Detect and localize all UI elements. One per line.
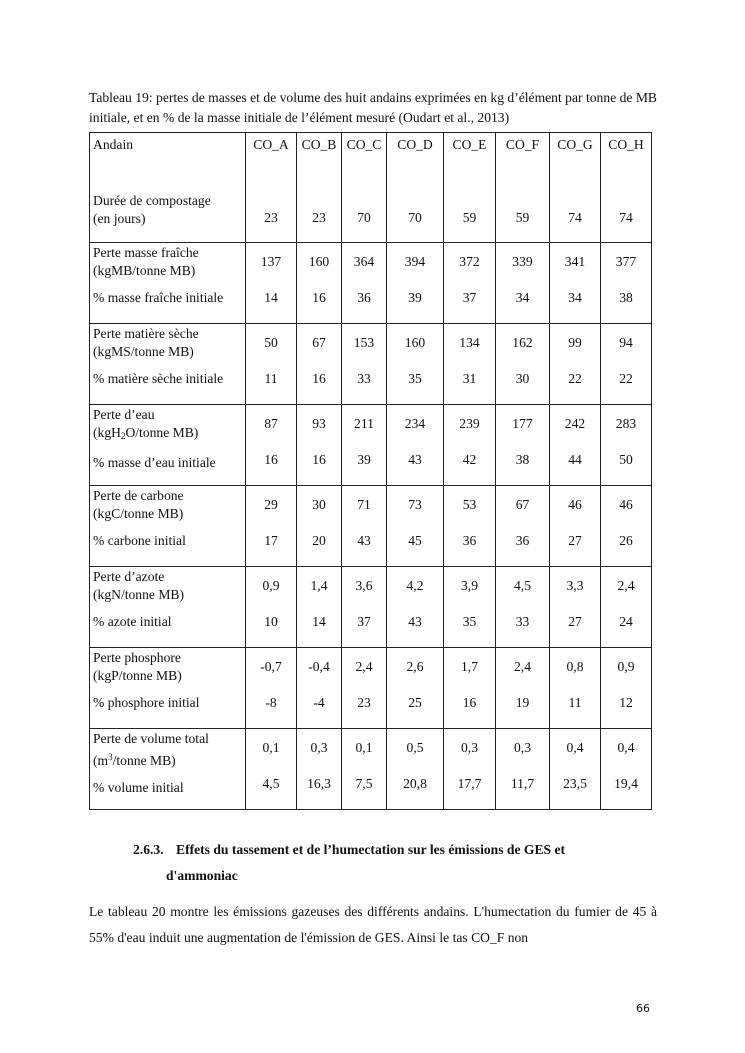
row-pct-label: % azote initial	[93, 614, 172, 629]
pct-value: 7,5	[355, 776, 373, 791]
row-label-2-sub: 2	[120, 431, 126, 441]
value-cell	[550, 729, 601, 810]
pct-value: 34	[515, 290, 530, 305]
value-cell	[444, 648, 496, 729]
value-cell	[246, 729, 297, 810]
loss-value: 67	[312, 335, 326, 350]
value-cell	[444, 486, 496, 567]
row-label-1: Perte phosphore	[93, 650, 181, 665]
loss-value: 0,4	[566, 740, 584, 755]
value-cell	[342, 729, 387, 810]
loss-value: 0,1	[262, 740, 280, 755]
row-label-2-pre: (m	[93, 753, 109, 768]
value-cell	[246, 567, 297, 648]
loss-value: 2,6	[406, 659, 424, 674]
pct-value: 36	[515, 533, 530, 548]
loss-value: 1,4	[310, 578, 328, 593]
loss-value: 0,4	[617, 740, 635, 755]
row-label-cell	[90, 243, 246, 324]
loss-value: 87	[264, 416, 278, 431]
row-label-cell	[90, 486, 246, 567]
pct-value: 4,5	[262, 776, 280, 791]
value-cell	[550, 648, 601, 729]
pct-value: 17,7	[457, 776, 482, 791]
table-row	[90, 405, 652, 486]
value-cell	[297, 486, 342, 567]
row-label-cell	[90, 567, 246, 648]
pct-value: 33	[357, 371, 371, 386]
pct-value: -4	[313, 695, 325, 710]
loss-value: 0,9	[262, 578, 280, 593]
loss-value: 239	[459, 416, 480, 431]
loss-value: 364	[353, 254, 375, 269]
page-number: 66	[636, 1002, 650, 1015]
row-label-cell	[90, 648, 246, 729]
row-label-2: (kgC/tonne MB)	[93, 506, 184, 521]
column-header: CO_D	[397, 137, 433, 152]
table-row	[90, 567, 652, 648]
value-cell	[342, 567, 387, 648]
pct-value: 14	[312, 614, 326, 629]
row-label-2-line	[90, 505, 245, 523]
column-header: CO_H	[608, 137, 644, 152]
value-cell	[342, 648, 387, 729]
value-cell	[601, 243, 652, 324]
value-cell	[601, 486, 652, 567]
mass-loss-table	[89, 132, 652, 810]
loss-value: 94	[619, 335, 633, 350]
row-label-2: (kgN/tonne MB)	[93, 587, 184, 602]
loss-value: 3,3	[566, 578, 584, 593]
pct-value: 33	[515, 614, 530, 629]
section-heading	[133, 837, 633, 889]
loss-value: 0,5	[406, 740, 424, 755]
value-cell	[342, 324, 387, 405]
loss-value: 30	[312, 497, 326, 512]
loss-value: 162	[512, 335, 533, 350]
row-pct-label: % carbone initial	[93, 533, 186, 548]
value-cell	[297, 567, 342, 648]
value-cell	[387, 324, 444, 405]
duration-value: 70	[357, 210, 371, 225]
column-cell	[297, 133, 342, 243]
duration-label-cell	[90, 133, 246, 243]
value-cell	[550, 324, 601, 405]
value-cell	[444, 567, 496, 648]
loss-value: 4,5	[514, 578, 531, 593]
loss-value: 0,3	[461, 740, 478, 755]
loss-value: 377	[615, 254, 637, 269]
value-cell	[387, 567, 444, 648]
loss-value: 2,4	[617, 578, 635, 593]
loss-value: 73	[408, 497, 422, 512]
pct-value: 26	[619, 533, 633, 548]
value-cell	[297, 243, 342, 324]
pct-value: 11	[568, 695, 582, 710]
value-cell	[387, 243, 444, 324]
column-cell	[601, 133, 652, 243]
loss-value: 0,3	[514, 740, 531, 755]
loss-value: -0,7	[260, 659, 282, 674]
table-caption: Tableau 19: pertes de masses et de volume des huit andains exprimées en kg d’élément par tonne de MB initiale, et en % de la masse initiale de l’élément mesuré (Oudart et al., 2013)	[89, 90, 657, 125]
loss-value: 0,8	[566, 659, 584, 674]
column-header: CO_B	[301, 137, 337, 152]
section-number: 2.6.3.	[133, 842, 164, 857]
pct-value: 43	[357, 533, 371, 548]
value-cell	[550, 486, 601, 567]
pct-value: 35	[408, 371, 422, 386]
value-cell	[342, 243, 387, 324]
value-cell	[496, 243, 550, 324]
duration-value: 70	[408, 210, 422, 225]
duration-value: 23	[264, 210, 278, 225]
pct-value: 50	[619, 452, 633, 467]
pct-value: 27	[568, 614, 582, 629]
loss-value: 2,4	[514, 659, 531, 674]
row-label-1: Perte d’azote	[93, 569, 165, 584]
duration-value: 74	[619, 210, 633, 225]
loss-value: 4,2	[406, 578, 424, 593]
pct-value: 16	[312, 290, 326, 305]
table-row	[90, 243, 652, 324]
value-cell	[387, 648, 444, 729]
pct-value: 43	[408, 452, 422, 467]
value-cell	[496, 324, 550, 405]
pct-value: 30	[515, 371, 530, 386]
pct-value: 31	[462, 371, 477, 386]
pct-value: 39	[357, 452, 371, 467]
pct-value: 36	[462, 533, 477, 548]
loss-value: 0,1	[355, 740, 373, 755]
loss-value: -0,4	[308, 659, 330, 674]
row-label-cell	[90, 729, 246, 810]
row-label-2-sup: 3	[108, 752, 113, 762]
pct-value: 39	[408, 290, 422, 305]
row-label-2-line	[90, 424, 245, 445]
row-label-cell	[90, 405, 246, 486]
table-row	[90, 486, 652, 567]
value-cell	[444, 324, 496, 405]
loss-value: 283	[615, 416, 637, 431]
duration-value: 59	[515, 210, 530, 225]
pct-value: 24	[619, 614, 633, 629]
pct-value: 27	[568, 533, 582, 548]
pct-value: 16	[312, 452, 326, 467]
loss-value: 153	[353, 335, 375, 350]
duration-value: 23	[312, 210, 326, 225]
value-cell	[342, 405, 387, 486]
row-label-2-post: O/tonne MB)	[125, 425, 199, 440]
section-title-line1: Effets du tassement et de l’humectation sur les émissions de GES et	[176, 842, 566, 857]
column-header: CO_F	[505, 137, 540, 152]
pct-value: 37	[462, 290, 477, 305]
row-pct-label: % masse d’eau initiale	[93, 455, 216, 470]
body-paragraph: Le tableau 20 montre les émissions gazeuses des différents andains. L'humectation du fumier de 45 à 55% d'eau induit une augmentation de l'émission de GES. Ainsi le tas CO_F non	[89, 904, 657, 945]
loss-value: 46	[568, 497, 582, 512]
pct-value: 25	[408, 695, 422, 710]
value-cell	[601, 324, 652, 405]
row-label-1: Perte d’eau	[93, 407, 155, 422]
row-label-cell	[90, 324, 246, 405]
duration-value: 59	[462, 210, 477, 225]
row-label-2-line	[90, 343, 245, 361]
loss-value: 0,9	[617, 659, 635, 674]
value-cell	[246, 405, 297, 486]
pct-value: 16	[462, 695, 477, 710]
column-cell	[342, 133, 387, 243]
row-label-2: (kgP/tonne MB)	[93, 668, 182, 683]
loss-value: 211	[354, 416, 374, 431]
value-cell	[297, 729, 342, 810]
loss-value: 372	[459, 254, 480, 269]
loss-value: 50	[264, 335, 278, 350]
value-cell	[601, 405, 652, 486]
pct-value: 45	[408, 533, 422, 548]
pct-value: 16,3	[307, 776, 331, 791]
pct-value: 38	[619, 290, 633, 305]
pct-value: 37	[357, 614, 371, 629]
value-cell	[444, 729, 496, 810]
value-cell	[246, 486, 297, 567]
loss-value: 71	[357, 497, 371, 512]
column-header: CO_G	[557, 137, 593, 152]
section-title-line2: d'ammoniac	[166, 868, 238, 883]
column-header: CO_C	[346, 137, 382, 152]
value-cell	[550, 405, 601, 486]
value-cell	[601, 567, 652, 648]
value-cell	[246, 648, 297, 729]
value-cell	[496, 486, 550, 567]
pct-value: 20,8	[403, 776, 427, 791]
table-row	[90, 648, 652, 729]
loss-value: 3,9	[461, 578, 478, 593]
pct-value: 19	[515, 695, 530, 710]
row-label-2: (kgMS/tonne MB)	[93, 344, 194, 359]
value-cell	[496, 567, 550, 648]
value-cell	[550, 243, 601, 324]
value-cell	[297, 648, 342, 729]
loss-value: 242	[564, 416, 586, 431]
pct-value: 38	[515, 452, 530, 467]
column-cell	[387, 133, 444, 243]
pct-value: 22	[568, 371, 582, 386]
pct-value: 43	[408, 614, 422, 629]
row-label-2-post: /tonne MB)	[112, 753, 176, 768]
row-label-2: (kgMB/tonne MB)	[93, 263, 196, 278]
duration-value: 74	[568, 210, 582, 225]
row-pct-label: % matière sèche initiale	[93, 371, 224, 386]
header-row	[90, 133, 652, 243]
pct-value: 20	[312, 533, 326, 548]
value-cell	[297, 324, 342, 405]
pct-value: 16	[312, 371, 326, 386]
loss-value: 160	[308, 254, 330, 269]
column-cell	[550, 133, 601, 243]
pct-value: 23,5	[563, 776, 587, 791]
loss-value: 53	[462, 497, 477, 512]
row-label-1: Perte de volume total	[93, 731, 209, 746]
value-cell	[387, 405, 444, 486]
value-cell	[246, 324, 297, 405]
row-pct-label: % phosphore initial	[93, 695, 200, 710]
value-cell	[444, 405, 496, 486]
row-label-2-line	[90, 262, 245, 280]
loss-value: 46	[619, 497, 633, 512]
duration-label-2: (en jours)	[93, 211, 146, 226]
value-cell	[297, 405, 342, 486]
loss-value: 2,4	[355, 659, 373, 674]
pct-value: 11,7	[510, 776, 535, 791]
pct-value: 44	[568, 452, 582, 467]
pct-value: -8	[265, 695, 277, 710]
table-row	[90, 324, 652, 405]
row-label-2-line	[90, 667, 245, 685]
value-cell	[387, 486, 444, 567]
pct-value: 23	[357, 695, 371, 710]
duration-label-1: Durée de compostage	[93, 193, 211, 208]
loss-value: 3,6	[355, 578, 373, 593]
pct-value: 17	[264, 533, 278, 548]
loss-value: 339	[512, 254, 533, 269]
value-cell	[496, 729, 550, 810]
column-cell	[496, 133, 550, 243]
andain-header: Andain	[93, 137, 134, 152]
row-label-2-pre: (kgH	[93, 425, 121, 440]
loss-value: 394	[404, 254, 426, 269]
column-header: CO_A	[253, 137, 289, 152]
row-label-2-line	[90, 586, 245, 604]
value-cell	[550, 567, 601, 648]
value-cell	[444, 243, 496, 324]
column-header: CO_E	[452, 137, 487, 152]
row-label-1: Perte de carbone	[93, 488, 184, 503]
value-cell	[246, 243, 297, 324]
loss-value: 99	[568, 335, 582, 350]
pct-value: 42	[462, 452, 477, 467]
pct-value: 35	[462, 614, 477, 629]
row-label-1: Perte masse fraîche	[93, 245, 199, 260]
loss-value: 0,3	[310, 740, 328, 755]
table-body	[90, 133, 652, 810]
row-label-2-line	[90, 748, 245, 770]
column-cell	[246, 133, 297, 243]
pct-value: 10	[264, 614, 278, 629]
pct-value: 16	[264, 452, 278, 467]
loss-value: 67	[515, 497, 530, 512]
value-cell	[496, 648, 550, 729]
value-cell	[496, 405, 550, 486]
loss-value: 29	[264, 497, 278, 512]
row-pct-label: % volume initial	[93, 780, 184, 795]
loss-value: 341	[564, 254, 586, 269]
loss-value: 234	[404, 416, 426, 431]
pct-value: 34	[568, 290, 582, 305]
loss-value: 1,7	[461, 659, 478, 674]
loss-value: 137	[260, 254, 282, 269]
loss-value: 93	[312, 416, 326, 431]
loss-value: 160	[404, 335, 426, 350]
value-cell	[601, 648, 652, 729]
value-cell	[387, 729, 444, 810]
pct-value: 11	[264, 371, 278, 386]
pct-value: 14	[264, 290, 278, 305]
loss-value: 177	[512, 416, 533, 431]
pct-value: 12	[619, 695, 633, 710]
value-cell	[601, 729, 652, 810]
pct-value: 22	[619, 371, 633, 386]
table-row	[90, 729, 652, 810]
column-cell	[444, 133, 496, 243]
loss-value: 134	[459, 335, 480, 350]
pct-value: 19,4	[614, 776, 638, 791]
row-label-1: Perte matière sèche	[93, 326, 199, 341]
row-pct-label: % masse fraîche initiale	[93, 290, 224, 305]
pct-value: 36	[357, 290, 371, 305]
value-cell	[342, 486, 387, 567]
